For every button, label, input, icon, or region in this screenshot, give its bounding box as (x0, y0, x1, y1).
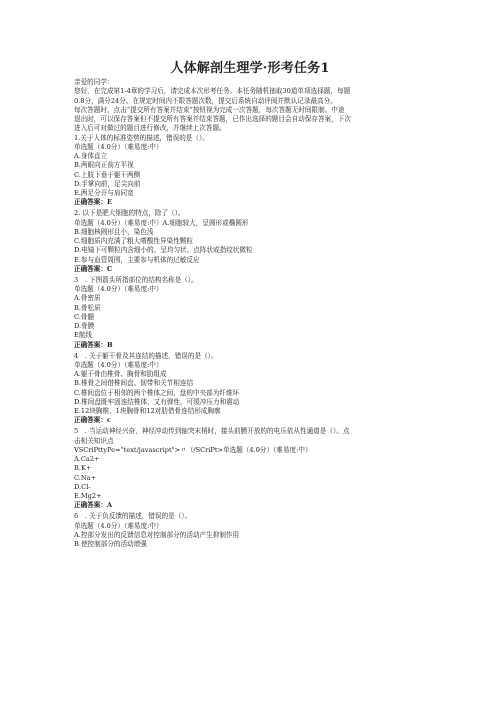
question-4 (74, 352, 434, 426)
question-stem: 3 . 下图箭头所指部位的结构名称是（）。 (74, 275, 198, 284)
correct-answer: 正确答案：A (74, 501, 113, 510)
option-a: A.躯干骨由椎骨、胸骨和肋组成 (74, 370, 167, 379)
option-a: A.骨密质 (74, 294, 101, 303)
option-b: B.使控制部分的活动增强 (74, 540, 147, 549)
intro-line: 您好，在完成第1-4章的学习后，请完成本次形考任务。本任务随机抽取30道单项选择题，每题 (74, 87, 351, 96)
question-1 (74, 134, 434, 208)
option-c: C.骨髓 (74, 312, 95, 321)
option-d: D.手掌向前，足尖向前 (74, 179, 141, 188)
question-meta: 单选题（4.0分）（难易度:中） (74, 521, 163, 530)
intro-line: 退出时，可以保存答案但不提交所有答案并结束答题，已作出选择的题目会自动保存答案，下次 (74, 115, 351, 123)
question-stem-continued: 击相关知识点 (74, 436, 114, 445)
option-b: B.椎骨之间借椎间盘、韧带和关节相连结 (74, 379, 194, 388)
document-body (74, 78, 434, 551)
option-a: A.身体直立 (74, 152, 108, 160)
question-meta: 单选题（4.0分）（难易度:中） (74, 285, 163, 294)
question-meta: 单选题（4.0分）（难易度:中）A.细胞较大，呈圆形或椭圆形 (74, 218, 249, 227)
option-d: D.电镜下可颗粒内含细小的、呈均匀状、点阵状或指纹状微粒 (74, 246, 253, 255)
option-d: D.椎间盘既牢固连结椎体，又有弹性，可缓冲压力和震动 (74, 397, 240, 406)
option-b: B.K+ (74, 464, 92, 473)
question-5 (74, 427, 434, 510)
intro-line: 进入后可对做过的题目进行修改，并继续上次答题。 (74, 124, 226, 133)
correct-answer: 正确答案：C (74, 264, 113, 273)
option-e: E.参与血管周围，主要参与机体的过敏反应 (74, 255, 200, 264)
question-meta: VSCriPttyPe="text∕javascript">〃（/SCriPt>单选题（4.0分）（难易度:中） (74, 445, 312, 454)
option-e: E航线 (74, 331, 93, 340)
question-6 (74, 512, 434, 549)
option-e: E.Mg2+ (74, 492, 102, 501)
question-meta: 单选题（4.0分）（难易度:中） (74, 360, 163, 369)
option-b: B.两眼向正前方平视 (74, 161, 134, 170)
question-meta: 单选题（4.0分）（难易度:中） (74, 142, 163, 151)
page-title: 人体解剖生理学·形考任务1 (170, 61, 330, 76)
option-c: C.Na+ (74, 473, 97, 482)
intro-section (74, 78, 434, 134)
option-c: C.椎间盘位于相邻的两个椎体之间，盘的中央部为纤维环 (74, 388, 240, 397)
question-stem: 2. 以下是肥大细胞的特点，除了（）。 (74, 209, 185, 218)
correct-answer: 正确答案：c (74, 416, 111, 425)
option-d: D.Cl- (74, 482, 91, 491)
option-b: B.骨松质 (74, 303, 101, 312)
option-a: A.控部分发出的反馈信息对控制部分的活动产生抑制作用 (74, 530, 240, 539)
intro-line: 0.8分，满分24分。在规定时间内不限答题次数，提交后系统自动评阅并默认记录最高分。 (74, 96, 337, 105)
question-stem: 4 . 关于躯干骨及其连结的描述，错误的是（）。 (74, 351, 218, 360)
correct-answer: 正确答案：B (74, 340, 113, 349)
intro-line: 每次答题时，点击“提交所有答案并结束”按钮视为完成一次答题，每次答题无时间限制。中途 (74, 105, 345, 114)
option-d: D.骨膜 (74, 322, 95, 331)
option-e: E.两足分开与肩同宽 (74, 189, 134, 197)
option-b: B.细胞核圆形且小，染色浅 (74, 227, 154, 236)
question-stem: 5 . 当运动神经兴奋，神经冲动传到轴突末梢时，接头前膜开放的的电压依从性通道是（）。点 (74, 427, 350, 436)
option-e: E.12块胸椎、1块胸骨和12对肋借骨连结形成胸廓 (74, 407, 221, 416)
question-stem: 6 . 关于负反馈的描述，错误的是（）。 (74, 512, 192, 521)
correct-answer: 正确答案：E (74, 198, 112, 207)
intro-line: 亲爱的同学： (74, 78, 114, 86)
question-2 (74, 209, 434, 274)
option-a: A.Ca2+ (74, 455, 100, 464)
question-stem: 1.关于人体的标准姿势的描述，错误的是（）。 (74, 133, 209, 142)
question-3 (74, 276, 434, 350)
option-c: C.上肢下垂于躯干两侧 (74, 170, 141, 179)
option-c: C.细胞质内充满了粗大嗜酸性异染性颗粒 (74, 237, 193, 246)
